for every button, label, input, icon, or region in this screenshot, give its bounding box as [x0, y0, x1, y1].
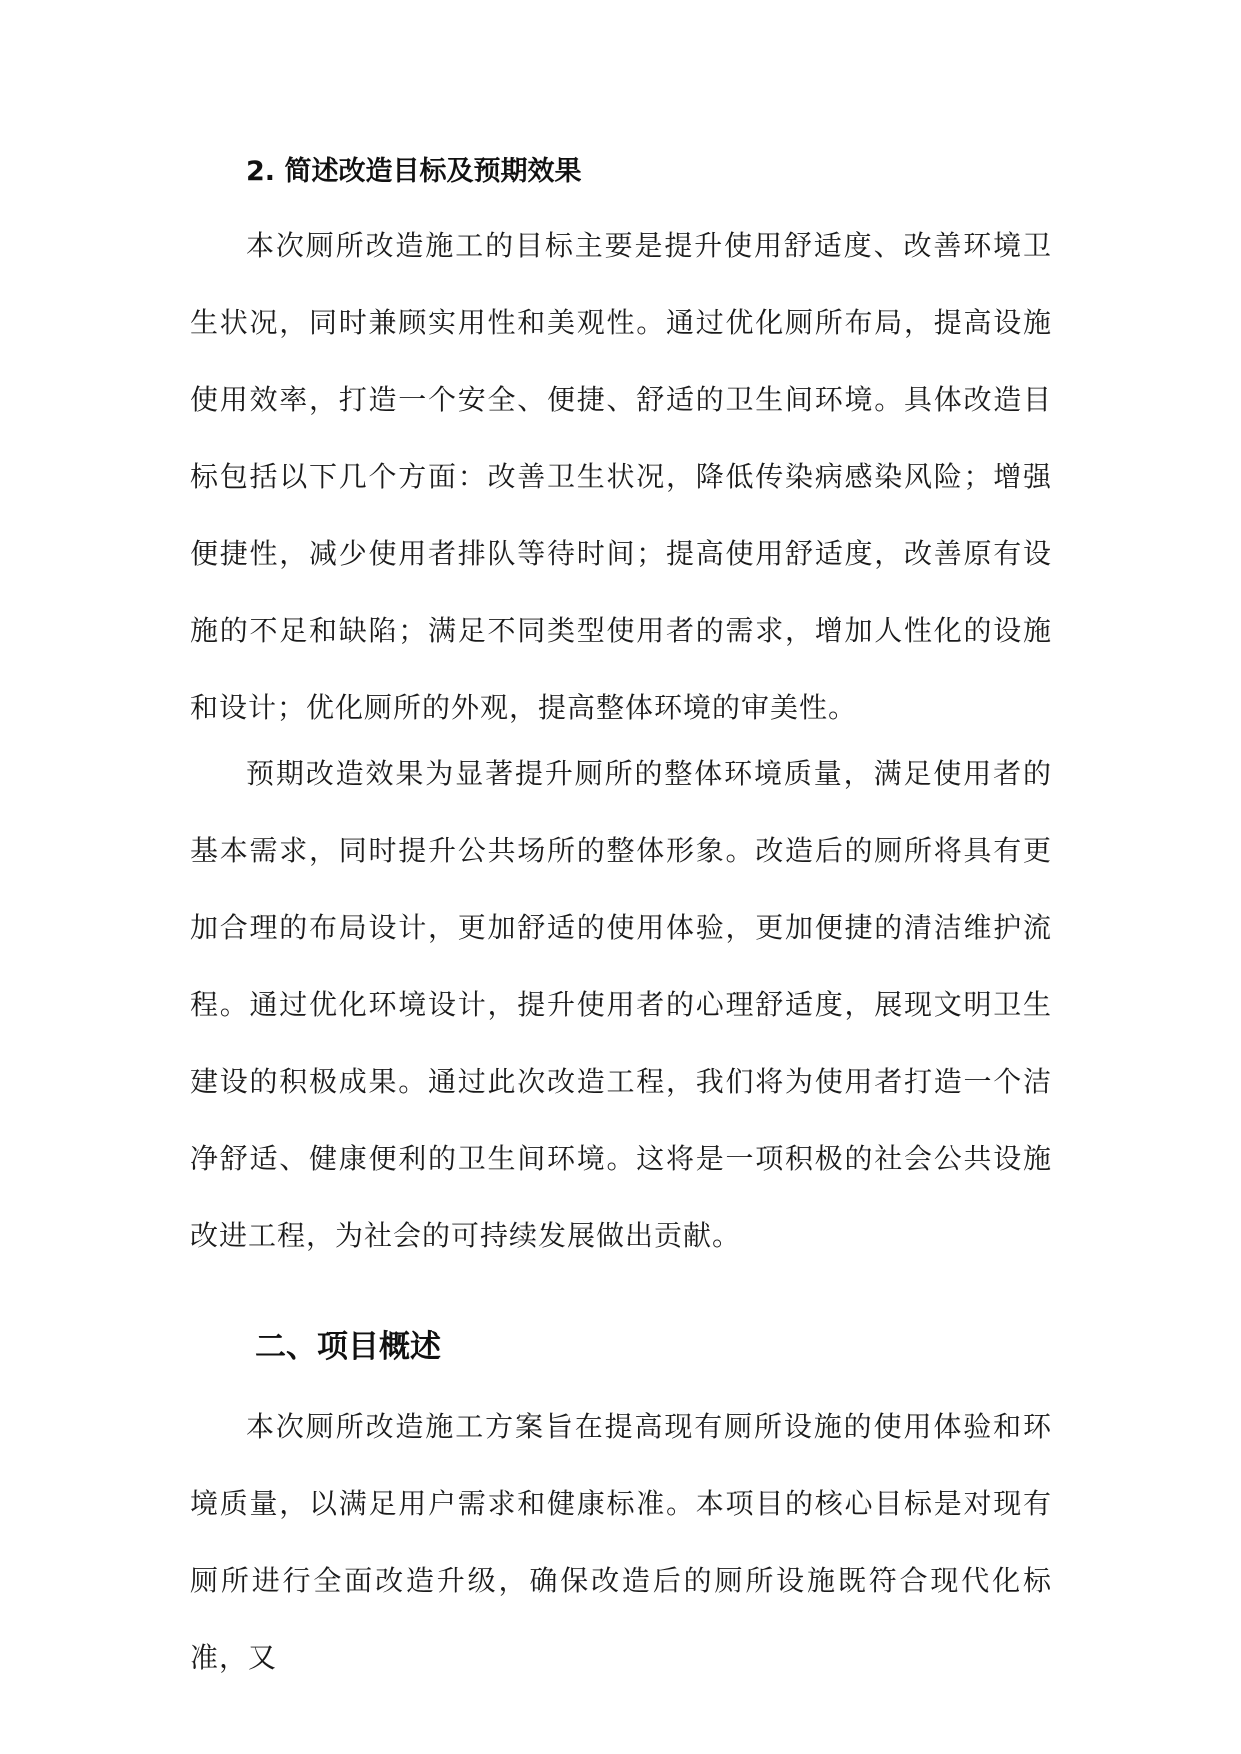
chapter-heading: 二、项目概述 — [255, 1329, 441, 1365]
section-heading: 2. 简述改造目标及预期效果 — [246, 156, 582, 187]
paragraph-project-overview: 本次厕所改造施工方案旨在提高现有厕所设施的使用体验和环境质量，以满足用户需求和健康标准。本项目的核心目标是对现有厕所进行全面改造升级，确保改造后的厕所设施既符合现代化标准，又 — [190, 1410, 1052, 1674]
paragraph-goals: 本次厕所改造施工的目标主要是提升使用舒适度、改善环境卫生状况，同时兼顾实用性和美观性。通过优化厕所布局，提高设施使用效率，打造一个安全、便捷、舒适的卫生间环境。具体改造目标包括以下几个方面：改善卫生状况，降低传染病感染风险；增强便捷性，减少使用者排队等待时间；提高使用舒适度，改善原有设施的不足和缺陷；满足不同类型使用者的需求，增加人性化的设施和设计；优化厕所的外观，提高整体环境的审美性。 — [190, 229, 1052, 724]
paragraph-expected-effects: 预期改造效果为显著提升厕所的整体环境质量，满足使用者的基本需求，同时提升公共场所的整体形象。改造后的厕所将具有更加合理的布局设计，更加舒适的使用体验，更加便捷的清洁维护流程。通过优化环境设计，提升使用者的心理舒适度，展现文明卫生建设的积极成果。通过此次改造工程，我们将为使用者打造一个洁净舒适、健康便利的卫生间环境。这将是一项积极的社会公共设施改进工程，为社会的可持续发展做出贡献。 — [190, 757, 1052, 1252]
